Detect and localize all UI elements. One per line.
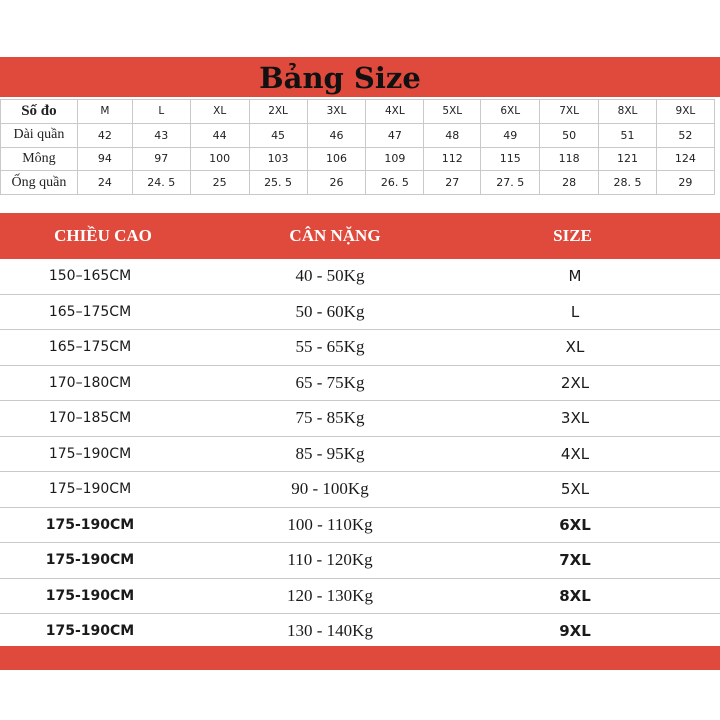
measurement-row [1,123,720,147]
size-column-header: L [132,100,190,124]
table-edge [714,147,719,171]
size-cell: L [570,302,580,321]
height-column-header: CHIỀU CAO [54,226,152,245]
table-row [0,508,720,544]
weight-cell: 130 - 140Kg [287,621,373,640]
weight-cell: 40 - 50Kg [295,266,365,285]
measurement-cell: 43 [132,123,190,147]
measurement-cell: 25. 5 [249,171,307,195]
size-column-header: 3XL [307,100,366,124]
measurement-cell: 48 [424,123,481,147]
height-cell: 150–165CM [48,268,132,284]
size-column-header: 6XL [481,100,540,124]
measurement-cell: 50 [540,123,599,147]
measurement-row [1,147,720,171]
table-row [0,579,720,615]
table-row [0,437,720,473]
weight-cell: 50 - 60Kg [295,301,365,321]
measurement-cell: 24 [77,171,132,195]
height-cell: 175–190CM [48,445,132,462]
size-cell: 7XL [559,551,591,569]
measurement-row [1,171,720,195]
size-cell: 3XL [560,409,590,427]
weight-cell: 55 - 65Kg [295,337,365,356]
measurement-row-label: Dài quần [1,123,78,147]
size-cell: M [568,267,582,285]
measurement-cell: 26 [307,171,366,195]
size-cell: 5XL [560,480,590,498]
measurement-cell: 115 [481,147,540,171]
table-edge [714,100,719,124]
weight-cell: 85 - 95Kg [295,443,365,463]
measurement-cell: 100 [190,147,249,171]
size-column-header: XL [190,100,249,124]
table-row [0,295,720,331]
measurement-cell: 28. 5 [599,171,657,195]
weight-cell: 110 - 120Kg [287,550,373,569]
table-row [0,366,720,402]
size-cell: 6XL [559,515,591,534]
measurement-header-row [1,100,720,124]
measurement-cell: 121 [599,147,657,171]
table-row [0,543,720,579]
table-edge [714,171,719,195]
size-cell: 2XL [560,373,590,392]
size-column-header: 5XL [424,100,481,124]
measurement-cell: 103 [249,147,307,171]
measurement-cell: 49 [481,123,540,147]
measurement-cell: 47 [366,123,424,147]
height-cell: 170–180CM [48,374,132,391]
size-cell: 4XL [560,444,590,463]
height-cell: 175-190CM [45,623,135,639]
measurement-cell: 28 [540,171,599,195]
weight-cell: 65 - 75Kg [295,372,365,392]
measurement-cell: 29 [656,171,714,195]
measurement-cell: 94 [77,147,132,171]
measurement-cell: 42 [77,123,132,147]
page-title: Bảng Size [259,61,421,95]
measurement-row-label: Mông [1,147,78,171]
height-cell: 165–175CM [48,339,132,355]
size-cell: XL [565,338,585,356]
height-cell: 175-190CM [45,516,135,533]
measurement-cell: 112 [424,147,481,171]
measurement-cell: 45 [249,123,307,147]
measurement-cell: 52 [656,123,714,147]
size-column-header: 7XL [540,100,599,124]
measurement-cell: 124 [656,147,714,171]
table-row [0,401,720,437]
height-cell: 175-190CM [45,552,135,568]
weight-cell: 120 - 130Kg [287,585,373,605]
size-column-header: 4XL [366,100,424,124]
size-column-header: SIZE [553,226,592,245]
measurement-cell: 106 [307,147,366,171]
size-column-header: 8XL [599,100,657,124]
height-cell: 165–175CM [48,303,132,320]
size-column-header: 9XL [656,100,714,124]
measurement-row-label: Ống quần [1,171,78,195]
height-cell: 175–190CM [48,481,132,497]
table-edge [714,123,719,147]
measurement-table [0,99,720,195]
measurement-cell: 118 [540,147,599,171]
table-row [0,614,720,650]
measurement-header-label: Số đo [1,100,78,124]
table-row [0,472,720,508]
measurement-cell: 24. 5 [132,171,190,195]
size-column-header: M [77,100,132,124]
measurement-cell: 51 [599,123,657,147]
weight-column-header: CÂN NẶNG [289,226,381,245]
weight-cell: 90 - 100Kg [291,479,369,498]
measurement-cell: 27. 5 [481,171,540,195]
weight-cell: 100 - 110Kg [287,514,373,534]
measurement-cell: 97 [132,147,190,171]
measurement-cell: 25 [190,171,249,195]
height-cell: 175-190CM [45,587,135,604]
measurement-cell: 26. 5 [366,171,424,195]
size-cell: 9XL [559,622,591,640]
measurement-cell: 27 [424,171,481,195]
table-row [0,330,720,366]
height-cell: 170–185CM [48,410,132,426]
size-cell: 8XL [559,586,591,605]
bottom-banner [0,646,720,670]
table-row [0,259,720,295]
size-column-header: 2XL [249,100,307,124]
measurement-cell: 46 [307,123,366,147]
measurement-cell: 44 [190,123,249,147]
weight-cell: 75 - 85Kg [295,408,365,427]
measurement-cell: 109 [366,147,424,171]
size-table [0,259,720,650]
